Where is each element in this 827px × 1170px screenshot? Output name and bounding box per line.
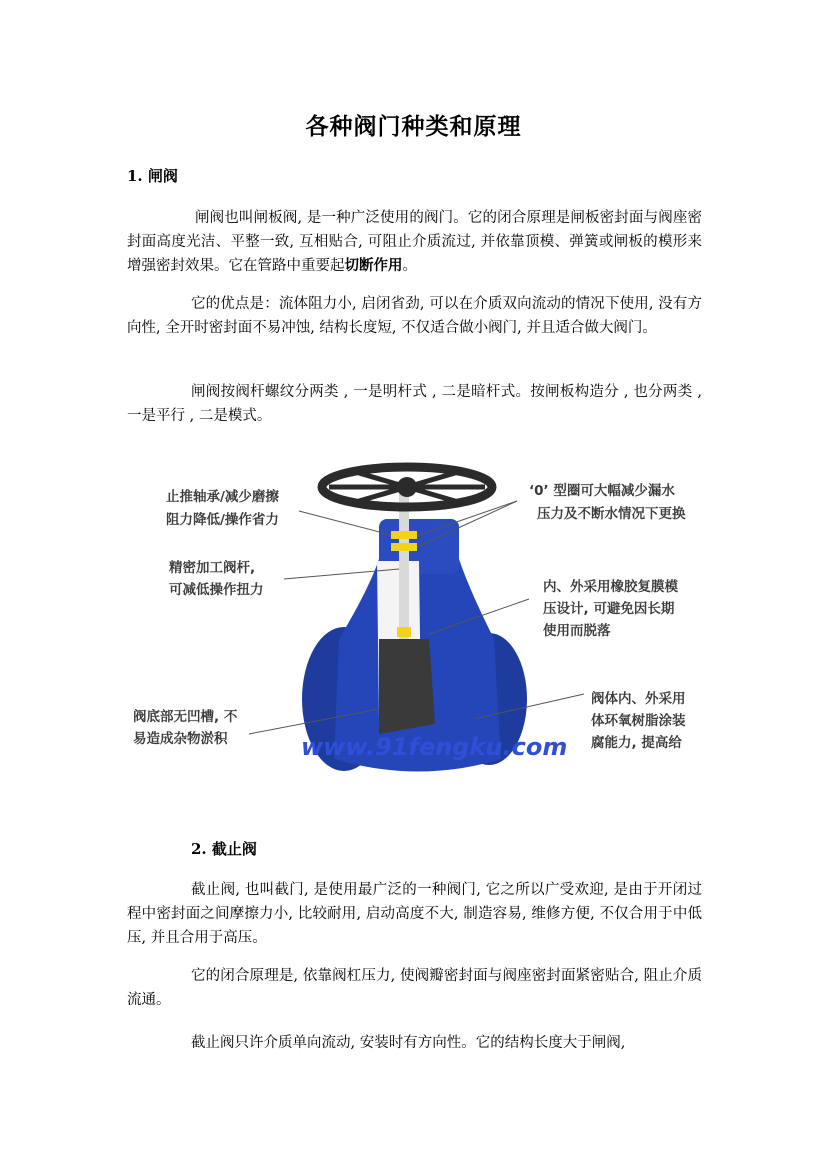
callout-thrust-bearing-2: 阻力降低/操作省力 bbox=[166, 512, 279, 528]
callout-stem-1: 精密加工阀杆, bbox=[169, 560, 256, 576]
callout-rubber-3: 使用而脱落 bbox=[543, 623, 611, 639]
callout-epoxy-1: 阀体内、外采用 bbox=[591, 691, 686, 707]
paragraph-text: 。 bbox=[402, 258, 417, 274]
page-title: 各种阀门种类和原理 bbox=[305, 113, 522, 140]
handwheel-hub bbox=[397, 477, 417, 497]
paragraph-gate-valve-types: 闸阀按阀杆螺纹分两类 , 一是明杆式 , 二是暗杆式。按闸板构造分 , 也分两类 , 一是平行 , 二是模式。 bbox=[127, 384, 702, 424]
callout-thrust-bearing-1: 止推轴承/减少磨擦 bbox=[166, 489, 279, 505]
callout-epoxy-2: 体环氧树脂涂装 bbox=[591, 713, 686, 729]
section-heading-globe-valve: 2. 截止阀 bbox=[191, 840, 257, 858]
gate-valve-diagram bbox=[129, 449, 702, 790]
paragraph-globe-valve-principle: 它的闭合原理是, 依靠阀杠压力, 使阀瓣密封面与阀座密封面紧密贴合, 阻止介质流通。 bbox=[127, 968, 702, 1008]
callout-rubber-2: 压设计, 可避免因长期 bbox=[543, 601, 675, 617]
stem-nut bbox=[397, 627, 411, 637]
o-ring bbox=[391, 543, 417, 551]
callout-bottom-1: 阀底部无凹槽, 不 bbox=[133, 709, 238, 725]
bold-term-cutoff: 切断作用 bbox=[344, 257, 403, 274]
valve-gate bbox=[379, 639, 435, 734]
paragraph-gate-valve-intro bbox=[127, 206, 702, 278]
leader-line bbox=[299, 511, 391, 535]
callout-oring-2: 压力及不断水情况下更换 bbox=[537, 506, 686, 522]
valve-stem bbox=[399, 489, 409, 639]
paragraph-gate-valve-advantages: 它的优点是：流体阻力小, 启闭省劲, 可以在介质双向流动的情况下使用, 没有方向性, 全开时密封面不易冲蚀, 结构长度短, 不仅适合做小阀门, 并且适合做大阀门。 bbox=[127, 296, 702, 336]
callout-rubber-1: 内、外采用橡胶复膜模 bbox=[543, 579, 678, 595]
watermark-text: www.91fengku.com bbox=[301, 733, 568, 761]
o-ring bbox=[391, 531, 417, 539]
paragraph-globe-valve-intro: 截止阀, 也叫截门, 是使用最广泛的一种阀门, 它之所以广受欢迎, 是由于开闭过程中密封面之间摩擦力小, 比较耐用, 启动高度不大, 制造容易, 维修方便, 不仅合用于中低压, 并且合用于高压。 bbox=[127, 882, 702, 946]
callout-epoxy-3: 腐能力, 提高给 bbox=[591, 735, 682, 751]
paragraph-globe-valve-direction: 截止阀只许介质单向流动, 安装时有方向性。它的结构长度大于闸阀, bbox=[191, 1035, 626, 1051]
paragraph-text: 闸阀也叫闸板阀, 是一种广泛使用的阀门。它的闭合原理是闸板密封面与阀座密封面高度光洁、平整一致, 互相贴合, 可阻止介质流过, 并依靠顶模、弹簧或闸板的模形来增强密封效果。它在管路中重要起 bbox=[127, 210, 702, 274]
section-heading-gate-valve: 1. 闸阀 bbox=[127, 167, 178, 185]
callout-stem-2: 可减低操作扭力 bbox=[169, 582, 264, 598]
callout-bottom-2: 易造成杂物淤积 bbox=[133, 731, 228, 747]
callout-oring-1: ‘0’ 型圈可大幅减少漏水 bbox=[529, 483, 675, 499]
